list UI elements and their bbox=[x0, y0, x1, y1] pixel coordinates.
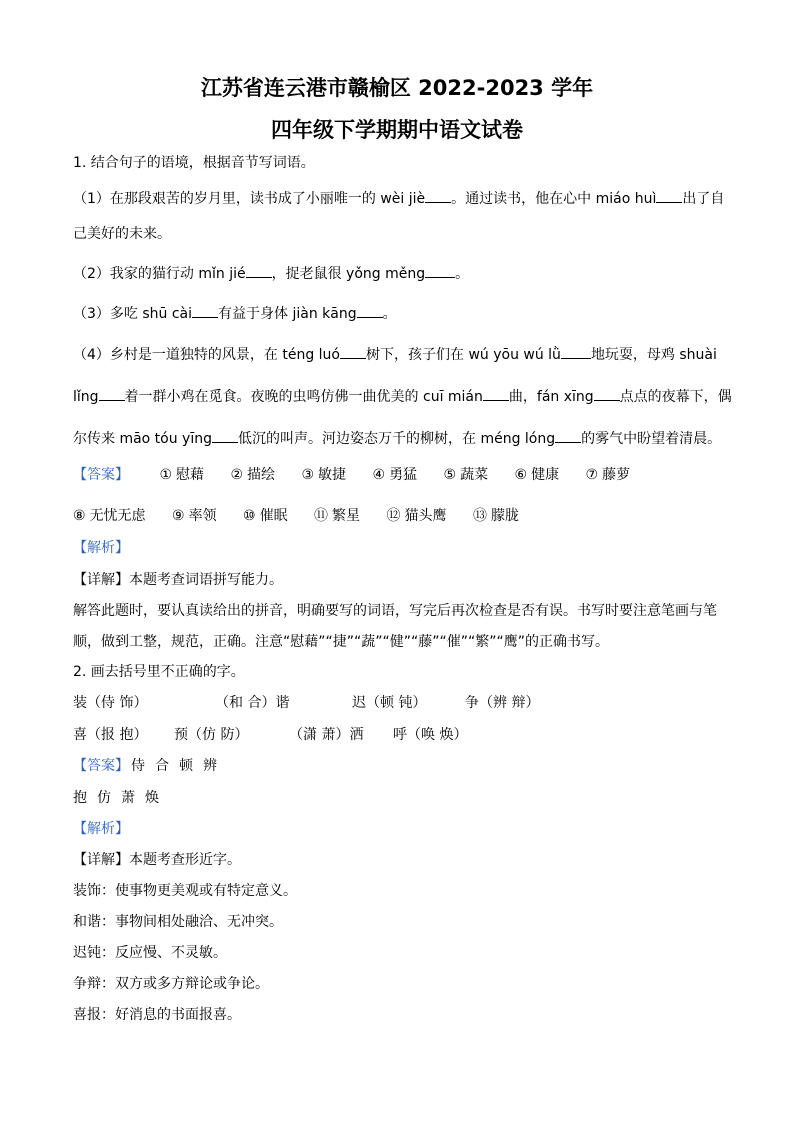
answer-char: 仿 bbox=[97, 790, 111, 806]
q1-s2a: （2）我家的猫行动 mǐn jié bbox=[73, 266, 246, 282]
answer-blank[interactable] bbox=[561, 345, 591, 359]
q1-sentence-1 bbox=[73, 188, 724, 208]
q1-s4h: 尔传来 māo tóu yīng bbox=[73, 431, 212, 447]
q1-s2c: 。 bbox=[455, 266, 470, 282]
q1-sentence-4c bbox=[73, 428, 721, 448]
answer-item: ⑧ 无忧无虑 bbox=[73, 508, 146, 524]
q1-s4d: lǐng bbox=[73, 389, 99, 405]
q1-s4c: 地玩耍，母鸡 shuài bbox=[590, 347, 717, 363]
title-line-2: 四年级下学期期中语文试卷 bbox=[271, 118, 523, 142]
q2-explanation-item: 装饰：使事物更美观或有特定意义。 bbox=[73, 883, 297, 899]
answer-blank[interactable] bbox=[99, 387, 125, 401]
q2-answer-line-1 bbox=[73, 755, 217, 775]
q2-stem: 2. 画去括号里不正确的字。 bbox=[73, 664, 245, 680]
q1-s1d: 己美好的未来。 bbox=[73, 226, 171, 242]
answer-blank[interactable] bbox=[594, 387, 620, 401]
q2-explanation-item: 争辩：双方或多方辩论或争论。 bbox=[73, 976, 269, 992]
q1-explanation-2: 顺，做到工整，规范，正确。注意“慰藉”“捷”“蔬”“健”“藤”“催”“繁”“鹰”的正确书写。 bbox=[73, 634, 610, 650]
q1-s2b: ，捉老鼠很 yǒng měng bbox=[271, 266, 426, 282]
answer-item: ⑤ 蔬菜 bbox=[443, 467, 489, 483]
answer-blank[interactable] bbox=[425, 264, 455, 278]
answer-item: ⑬ 朦胧 bbox=[472, 508, 519, 524]
answer-item: ④ 勇猛 bbox=[372, 467, 418, 483]
answer-item: ⑫ 猫头鹰 bbox=[386, 508, 447, 524]
q2-explanation-item: 喜报：好消息的书面报喜。 bbox=[73, 1007, 241, 1023]
answer-item: ⑨ 率领 bbox=[172, 508, 217, 524]
title-line-1: 江苏省连云港市赣榆区 2022-2023 学年 bbox=[200, 76, 594, 100]
q2-option: 呼（唤 焕） bbox=[393, 727, 468, 743]
answer-blank[interactable] bbox=[357, 304, 383, 318]
q1-s4i: 低沉的叫声。河边姿态万千的柳树，在 méng lóng bbox=[238, 431, 556, 447]
q1-sentence-2 bbox=[73, 263, 469, 283]
q1-s1a: （1）在那段艰苦的岁月里，读书成了小丽唯一的 wèi jiè bbox=[73, 191, 426, 207]
answer-char: 辨 bbox=[203, 758, 217, 774]
q1-detail: 【详解】本题考查词语拼写能力。 bbox=[73, 572, 283, 588]
answer-tag: 【答案】 bbox=[73, 467, 129, 483]
answer-char: 抱 bbox=[73, 790, 87, 806]
q2-option: 装（侍 饰） bbox=[73, 695, 148, 711]
q1-stem: 1. 结合句子的语境，根据音节写词语。 bbox=[73, 155, 315, 171]
q1-sentence-4a bbox=[73, 344, 717, 364]
answer-blank[interactable] bbox=[340, 345, 366, 359]
q2-explanation-item: 和谐：事物间相处融洽、无冲突。 bbox=[73, 914, 283, 930]
q2-option: （和 合）谐 bbox=[215, 695, 290, 711]
answer-item: ② 描绘 bbox=[230, 467, 276, 483]
q2-option: （潇 萧）洒 bbox=[289, 727, 364, 743]
analysis-tag: 【解析】 bbox=[73, 821, 129, 837]
q1-explanation-1: 解答此题时，要认真读给出的拼音，明确要写的词语，写完后再次检查是否有误。书写时要注意笔画与笔 bbox=[73, 603, 717, 619]
q2-option: 争（辨 辩） bbox=[465, 695, 540, 711]
q2-option: 喜（报 抱） bbox=[73, 727, 148, 743]
q1-s4g: 点点的夜幕下，偶 bbox=[619, 389, 732, 405]
q1-s4e: 着一群小鸡在觅食。夜晚的虫鸣仿佛一曲优美的 cuī mián bbox=[124, 389, 483, 405]
q2-option: 预（仿 防） bbox=[174, 727, 249, 743]
answer-char: 萧 bbox=[121, 790, 135, 806]
q2-answer-line-2 bbox=[73, 787, 159, 807]
q1-s4f: 曲，fán xīng bbox=[508, 389, 594, 405]
q1-s1b: 。通过读书，他在心中 miáo huì bbox=[451, 191, 657, 207]
q1-answer-row-1 bbox=[73, 464, 630, 484]
q1-answer-row-2 bbox=[73, 505, 541, 525]
answer-blank[interactable] bbox=[425, 189, 451, 203]
q1-sentence-3 bbox=[73, 303, 397, 323]
answer-char: 侍 bbox=[131, 758, 145, 774]
answer-item: ⑥ 健康 bbox=[514, 467, 560, 483]
answer-item: ⑦ 藤萝 bbox=[585, 467, 631, 483]
answer-char: 焕 bbox=[145, 790, 159, 806]
answer-blank[interactable] bbox=[212, 429, 238, 443]
answer-tag: 【答案】 bbox=[73, 758, 129, 774]
analysis-tag: 【解析】 bbox=[73, 540, 129, 556]
q1-s4a: （4）乡村是一道独特的风景，在 téng luó bbox=[73, 347, 340, 363]
q1-s4b: 树下，孩子们在 wú yōu wú lǜ bbox=[366, 347, 561, 363]
answer-char: 合 bbox=[155, 758, 169, 774]
q1-s3c: 。 bbox=[382, 306, 397, 322]
answer-item: ① 慰藉 bbox=[159, 467, 205, 483]
answer-blank[interactable] bbox=[192, 304, 218, 318]
q1-s4j: 的雾气中盼望着清晨。 bbox=[581, 431, 722, 447]
answer-item: ⑪ 繁星 bbox=[314, 508, 361, 524]
answer-blank[interactable] bbox=[555, 429, 581, 443]
answer-char: 顿 bbox=[179, 758, 193, 774]
answer-blank[interactable] bbox=[483, 387, 509, 401]
q1-sentence-4b bbox=[73, 386, 732, 406]
q1-s1c: 出了自 bbox=[682, 191, 725, 207]
answer-blank[interactable] bbox=[246, 264, 272, 278]
q2-option: 迟（顿 钝） bbox=[352, 695, 427, 711]
answer-item: ⑩ 催眠 bbox=[243, 508, 288, 524]
answer-item: ③ 敏捷 bbox=[301, 467, 347, 483]
q1-s3a: （3）多吃 shū cài bbox=[73, 306, 193, 322]
q2-detail: 【详解】本题考查形近字。 bbox=[73, 852, 241, 868]
q2-explanation-item: 迟钝：反应慢、不灵敏。 bbox=[73, 945, 227, 961]
q1-s3b: 有益于身体 jiàn kāng bbox=[218, 306, 357, 322]
answer-blank[interactable] bbox=[656, 189, 682, 203]
